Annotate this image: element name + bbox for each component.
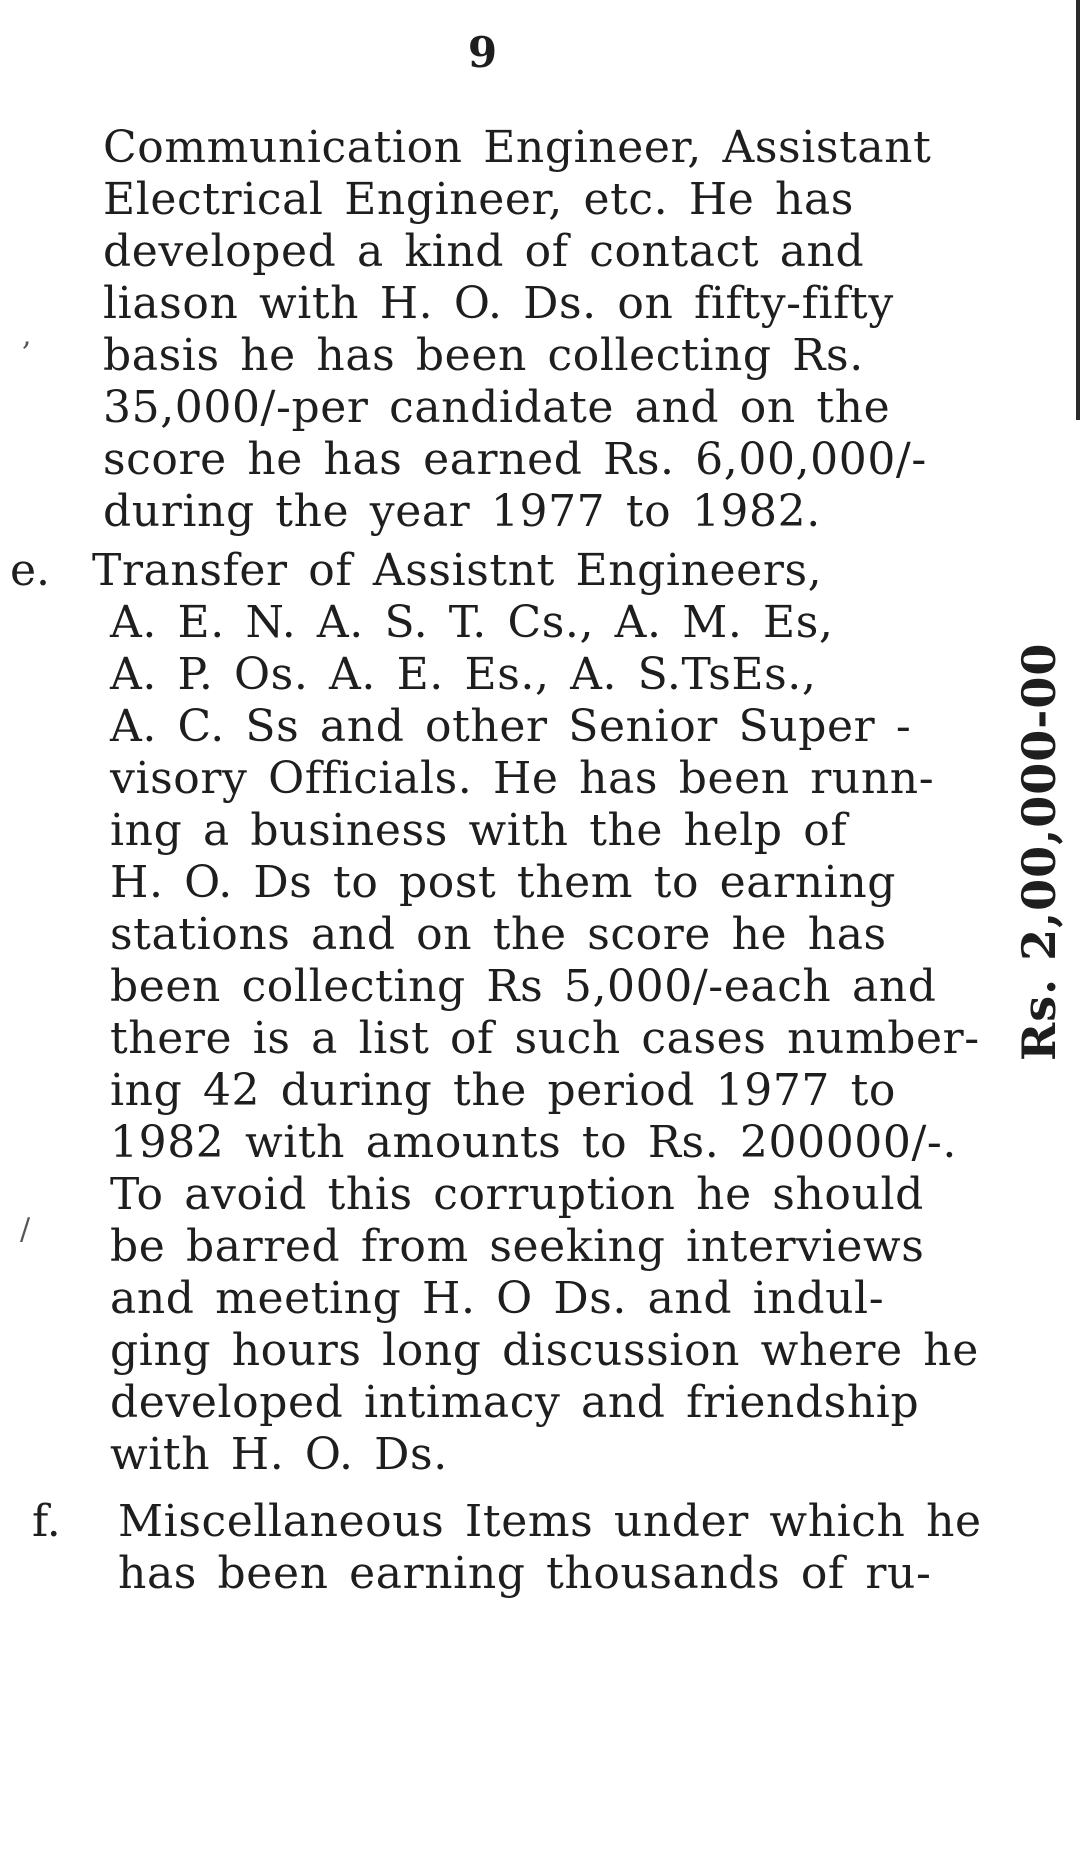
paragraph-e-line: been collecting Rs 5,000/-each and (110, 961, 937, 1012)
paragraph-e-line: developed intimacy and friendship (110, 1377, 920, 1428)
paragraph-d-line: 35,000/-per candidate and on the (103, 382, 891, 433)
paragraph-e-line: A. E. N. A. S. T. Cs., A. M. Es, (110, 597, 834, 648)
paragraph-d-line: basis he has been collecting Rs. (103, 330, 864, 381)
page-number: 9 (467, 28, 498, 77)
paragraph-e-line: and meeting H. O Ds. and indul- (110, 1273, 885, 1324)
paragraph-e-line: A. P. Os. A. E. Es., A. S.TsEs., (110, 649, 817, 700)
paragraph-e-line: Transfer of Assistnt Engineers, (92, 545, 823, 596)
paragraph-d-line: score he has earned Rs. 6,00,000/- (103, 434, 927, 485)
paragraph-e-line: visory Officials. He has been runn- (110, 753, 935, 804)
paragraph-e-line: A. C. Ss and other Senior Super - (110, 701, 912, 752)
paragraph-d-line: liason with H. O. Ds. on fifty-fifty (103, 278, 894, 329)
paragraph-e-line: be barred from seeking interviews (110, 1221, 925, 1272)
paragraph-f-marker: f. (32, 1496, 61, 1547)
paragraph-e-line: 1982 with amounts to Rs. 200000/-. (110, 1117, 957, 1168)
paragraph-f-line: has been earning thousands of ru- (118, 1548, 932, 1599)
paragraph-d-line: developed a kind of contact and (103, 226, 865, 277)
scan-edge-rule (1076, 0, 1080, 420)
paragraph-e-line: ing 42 during the period 1977 to (110, 1065, 896, 1116)
margin-amount-note: Rs. 2,00,000-00 (1012, 642, 1066, 1061)
paragraph-e-marker: e. (10, 545, 51, 596)
paragraph-f-line: Miscellaneous Items under which he (118, 1496, 982, 1547)
paragraph-e-line: H. O. Ds to post them to earning (110, 857, 897, 908)
paragraph-d-line: Communication Engineer, Assistant (103, 122, 932, 173)
paragraph-e-line: To avoid this corruption he should (110, 1169, 924, 1220)
paragraph-e-line: ing a business with the help of (110, 805, 848, 856)
paragraph-d-line: Electrical Engineer, etc. He has (103, 174, 854, 225)
paragraph-d-line: during the year 1977 to 1982. (103, 486, 821, 537)
paragraph-e-line: with H. O. Ds. (110, 1429, 448, 1480)
paragraph-e-line: there is a list of such cases number- (110, 1013, 980, 1064)
paragraph-e-line: ging hours long discussion where he (110, 1325, 979, 1376)
scan-speck: / (20, 1212, 31, 1247)
scan-speck: , (22, 318, 32, 353)
paragraph-e-line: stations and on the score he has (110, 909, 887, 960)
